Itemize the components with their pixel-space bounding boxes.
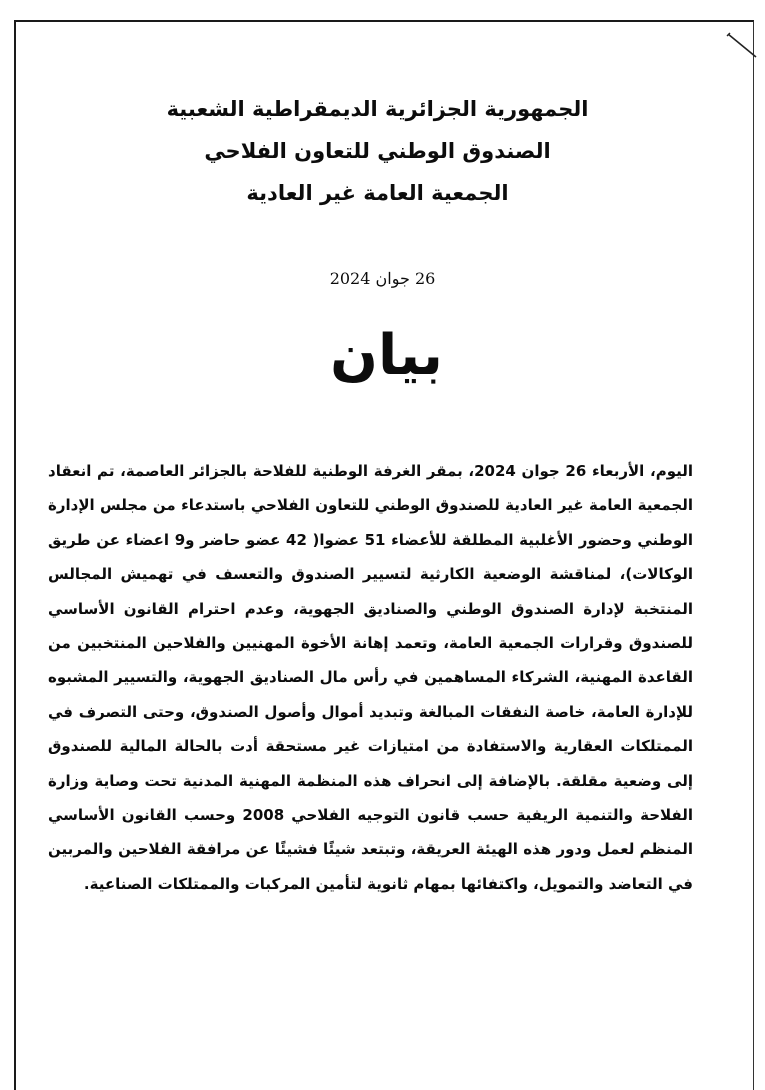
- header-organization: الصندوق الوطني للتعاون الفلاحي: [204, 139, 551, 163]
- statement-title: بيان: [330, 323, 443, 388]
- statement-body: اليوم، الأربعاء 26 جوان 2024، بمقر الغرفة الوطنية للفلاحة بالجزائر العاصمة، تم انعقاد الجمعية العامة غير العادية للصندوق الوطني للتعاون الفلاحي باستدعاء من مجلس الإدارة الوطني وحضور الأغلبية المطلقة للأعضاء 51 عضوا( 42 عضو حاضر و9 اعضاء عن طريق الوكالات)، لمناقشة الوضعية الكارثية لتسيير الصندوق والتعسف في تهميش المجالس المنتخبة لإدارة الصندوق الوطني والصناديق الجهوية، وعدم احترام القانون الأساسي للصندوق وقرارات الجمعية العامة، وتعمد إهانة الأخوة المهنيين والفلاحين المنتخبين من القاعدة المهنية، الشركاء المساهمين في رأس مال الصناديق الجهوية، والتسيير المشبوه للإدارة العامة، خاصة النفقات المبالغة وتبديد أموال وأصول الصندوق، وحتى التصرف في الممتلكات العقارية والاستفادة من امتيازات غير مستحقة أدت بالحالة المالية للصندوق إلى وضعية مقلقة. بالإضافة إلى انحراف هذه المنظمة المهنية المدنية تحت وصاية وزارة الفلاحة والتنمية الريفية حسب قانون التوجيه الفلاحي 2008 وحسب القانون الأساسي المنظم لعمل ودور هذه الهيئة العريقة، وتبتعد شيئًا فشيئًا عن مرافقة الفلاحين والمربين في التعاضد والتمويل، واكتفائها بمهام ثانوية لتأمين المركبات والممتلكات الصناعية.: [48, 462, 693, 893]
- document-date: 26 جوان 2024: [329, 269, 436, 288]
- letterhead: [0, 88, 765, 214]
- header-country: الجمهورية الجزائرية الديمقراطية الشعبية: [166, 97, 589, 121]
- header-assembly: الجمعية العامة غير العادية: [246, 181, 509, 205]
- pen-stroke-mark: [725, 30, 759, 60]
